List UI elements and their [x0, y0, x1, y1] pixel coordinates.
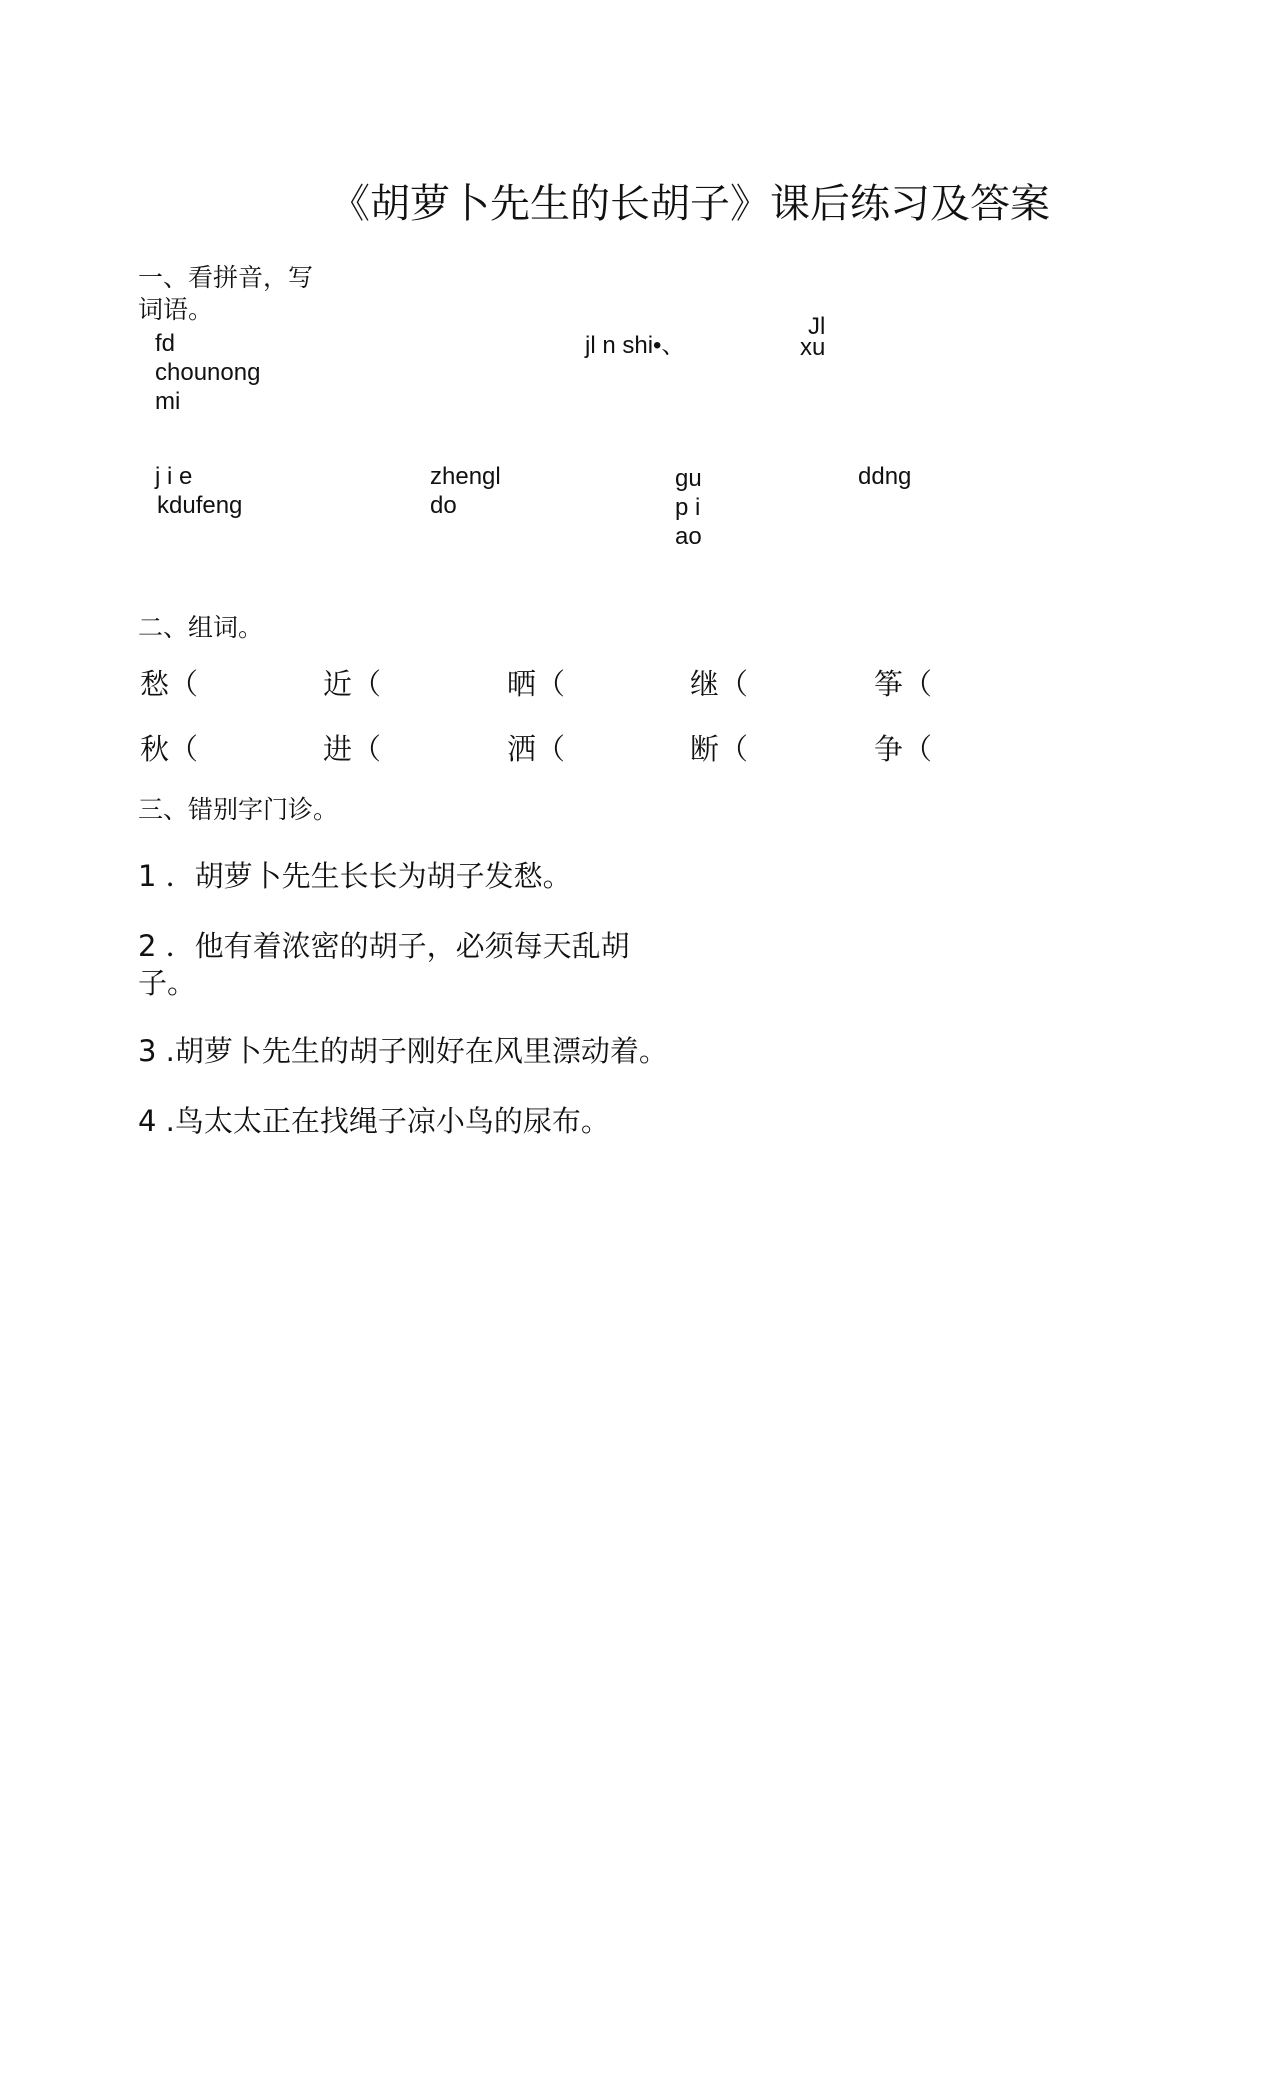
pinyin-8: kdufeng — [157, 492, 243, 519]
sentence-2: 2 ．他有着浓密的胡子，必须每天乱胡 — [138, 929, 630, 963]
pinyin-3: mi — [155, 388, 181, 415]
page-title: 《胡萝卜先生的长胡子》课后练习及答案 — [330, 181, 1050, 227]
section2-heading: 二、组词。 — [138, 613, 264, 642]
pinyin-10: do — [430, 492, 457, 519]
pinyin-5: Jl — [808, 313, 826, 340]
word-10: 争（ — [874, 732, 933, 766]
pinyin-11: gu — [675, 465, 702, 492]
section1-heading-line2: 词语。 — [138, 295, 214, 324]
pinyin-14: ddng — [858, 463, 912, 490]
section1-heading-line1: 一、看拼音，写 — [138, 263, 314, 292]
pinyin-6: xu — [800, 334, 826, 361]
pinyin-12: p i — [675, 494, 701, 521]
word-2: 近（ — [323, 667, 382, 701]
sentence-2-cont: 子。 — [138, 966, 197, 1000]
word-8: 洒（ — [507, 732, 566, 766]
word-6: 秋（ — [140, 732, 199, 766]
sentence-3: 3 .胡萝卜先生的胡子刚好在风里漂动着。 — [138, 1034, 668, 1068]
pinyin-2: chounong — [155, 359, 261, 386]
sentence-4: 4 .鸟太太正在找绳子凉小鸟的尿布。 — [138, 1104, 610, 1138]
sentence-1: 1 ．胡萝卜先生长长为胡子发愁。 — [138, 859, 572, 893]
pinyin-4: jl n shi•、 — [585, 332, 686, 359]
pinyin-1: fd — [155, 330, 176, 357]
word-3: 晒（ — [507, 667, 566, 701]
word-4: 继（ — [690, 667, 749, 701]
pinyin-13: ao — [675, 523, 702, 550]
section3-heading: 三、错别字门诊。 — [138, 795, 339, 824]
word-7: 进（ — [323, 732, 382, 766]
word-9: 断（ — [690, 732, 749, 766]
pinyin-7: j i e — [155, 463, 193, 490]
word-1: 愁（ — [140, 667, 199, 701]
pinyin-9: zhengl — [430, 463, 501, 490]
word-5: 筝（ — [874, 667, 933, 701]
